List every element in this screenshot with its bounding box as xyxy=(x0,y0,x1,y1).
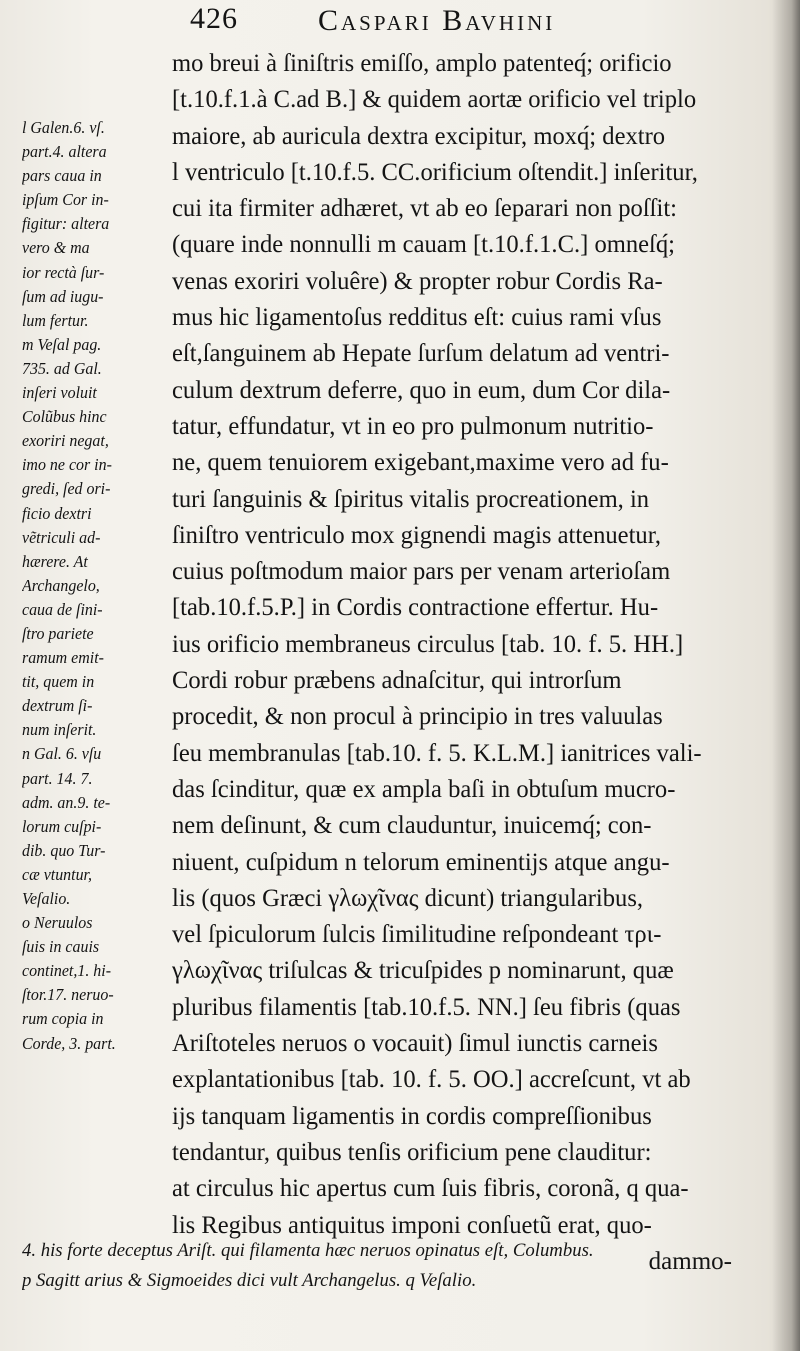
margin-note-line: part.4. altera xyxy=(22,142,107,162)
body-text-line: culum dextrum deferre, quo in eum, dum Cor dila- xyxy=(172,376,671,404)
margin-note-line: pars caua in xyxy=(22,166,102,186)
margin-note-line: dextrum ſi- xyxy=(22,696,93,716)
body-text-line: at circulus hic apertus cum ſuis fibris, coronã, q qua- xyxy=(172,1175,689,1203)
footnote-line: 4. his forte deceptus Ariſt. qui filamenta hæc neruos opinatus eſt, Columbus. xyxy=(22,1240,594,1261)
body-text-line: mo breui à ſiniſtris emiſſo, amplo patenteq́; orificio xyxy=(172,50,672,77)
margin-note-line: gredi, ſed ori- xyxy=(22,479,111,499)
margin-note-line: Colũbus hinc xyxy=(22,407,107,427)
margin-note-line: vẽtriculi ad- xyxy=(22,527,101,547)
body-text-line: dammo- xyxy=(648,1247,732,1275)
page-edge-shadow xyxy=(772,0,800,1351)
body-text-line: γλωχῖνας triſulcas & tricuſpides p nominarunt, quæ xyxy=(172,957,674,985)
body-text-line: maiore, ab auricula dextra excipitur, moxq́; dextro xyxy=(172,122,666,150)
body-text-line: ſiniſtro ventriculo mox gignendi magis attenuetur, xyxy=(172,521,662,549)
margin-note-line: rum copia in xyxy=(22,1009,104,1029)
footnotes xyxy=(22,1236,762,1296)
margin-note-line: Archangelo, xyxy=(22,575,100,595)
body-text-line: tendantur, quibus tenſis orificium pene clauditur: xyxy=(172,1138,652,1166)
body-text-line: (quare inde nonnulli m cauam [t.10.f.1.C.] omneſq́; xyxy=(172,231,675,259)
margin-note-line: Corde, 3. part. xyxy=(22,1033,116,1053)
running-title: Caspari Bavhini xyxy=(318,4,556,37)
footnote-line: p Sagitt arius & Sigmoeides dici vult Archangelus. q Veſalio. xyxy=(22,1270,477,1291)
margin-note-line: o Neruulos xyxy=(22,913,93,933)
margin-note-line: part. 14. 7. xyxy=(22,768,93,788)
body-text-line: turi ſanguinis & ſpiritus vitalis procreationem, in xyxy=(172,485,650,513)
main-text xyxy=(172,46,772,1280)
body-text-line: venas exoriri voluêre) & propter robur Cordis Ra- xyxy=(172,267,663,295)
body-text-line: tatur, effundatur, vt in eo pro pulmonum nutritio- xyxy=(172,412,654,440)
margin-notes xyxy=(22,116,182,1056)
body-text-line: ne, quem tenuiorem exigebant,maxime vero ad fu- xyxy=(172,449,669,477)
body-text-line: [t.10.f.1.à C.ad B.] & quidem aortæ orificio vel triplo xyxy=(172,86,697,114)
body-text-line: [tab.10.f.5.P.] in Cordis contractione effertur. Hu- xyxy=(172,594,659,622)
margin-note-line: ſtro pariete xyxy=(22,623,94,643)
margin-note-line: ſuis in cauis xyxy=(22,937,100,957)
body-text-line: ijs tanquam ligamentis in cordis compreſſionibus xyxy=(172,1102,652,1130)
body-text-line: mus hic ligamentoſus redditus eſt: cuius rami vſus xyxy=(172,304,662,332)
margin-note-line: ior rectà ſur- xyxy=(22,262,105,282)
margin-note-line: cæ vtuntur, xyxy=(22,864,92,884)
margin-note-line: inſeri voluit xyxy=(22,383,97,403)
body-text-line: lis (quos Græci γλωχῖνας dicunt) triangularibus, xyxy=(172,884,644,912)
body-text-line: ius orificio membraneus circulus [tab. 10. f. 5. HH.] xyxy=(172,630,684,658)
margin-note-line: num inſerit. xyxy=(22,720,97,740)
margin-note-line: 735. ad Gal. xyxy=(22,358,102,378)
margin-note-line: continet,1. hi- xyxy=(22,961,112,981)
body-text-line: das ſcinditur, quæ ex ampla baſi in obtuſum mucro- xyxy=(172,775,676,803)
margin-note-line: exoriri negat, xyxy=(22,431,109,451)
margin-note-line: ipſum Cor in- xyxy=(22,190,109,210)
margin-note-line: dib. quo Tur- xyxy=(22,840,106,860)
margin-note-line: figitur: altera xyxy=(22,214,110,234)
margin-note-line: lum fertur. xyxy=(22,310,89,330)
margin-note-line: ſum ad iugu- xyxy=(22,286,104,306)
body-text-line: procedit, & non procul à principio in tres valuulas xyxy=(172,703,663,731)
margin-note-line: caua de ſini- xyxy=(22,599,103,619)
body-text-line: niuent, cuſpidum n telorum eminentijs atque angu- xyxy=(172,848,670,876)
margin-note-line: ramum emit- xyxy=(22,648,104,668)
page-header xyxy=(190,2,770,48)
margin-note-line: adm. an.9. te- xyxy=(22,792,111,812)
body-text-line: cuius poſtmodum maior pars per venam arterioſam xyxy=(172,558,671,586)
body-text-line: ſeu membranulas [tab.10. f. 5. K.L.M.] ianitrices vali- xyxy=(172,739,702,767)
margin-note-line: lorum cuſpi- xyxy=(22,816,102,836)
body-text-line: pluribus filamentis [tab.10.f.5. NN.] ſeu fibris (quas xyxy=(172,993,681,1021)
margin-note-line: Veſalio. xyxy=(22,889,71,908)
margin-note-line: l Galen.6. vſ. xyxy=(22,118,105,137)
body-text-line: explantationibus [tab. 10. f. 5. OO.] accreſcunt, vt ab xyxy=(172,1066,691,1094)
margin-note-line: ſtor.17. neruo- xyxy=(22,985,114,1005)
body-text-line: Ariſtoteles neruos o vocauit) ſimul iunctis carneis xyxy=(172,1030,658,1058)
margin-note-line: imo ne cor in- xyxy=(22,455,112,475)
margin-note-line: m Veſal pag. xyxy=(22,334,102,354)
page-number: 426 xyxy=(190,2,238,35)
margin-note-line: n Gal. 6. vſu xyxy=(22,744,102,764)
margin-note-line: ficio dextri xyxy=(22,503,92,523)
body-text-line: Cordi robur præbens adnaſcitur, qui introrſum xyxy=(172,667,622,695)
body-text-line: cui ita firmiter adhæret, vt ab eo ſeparari non poſſit: xyxy=(172,195,678,223)
body-text-line: l ventriculo [t.10.f.5. CC.orificium oſtendit.] inſeritur, xyxy=(172,158,698,186)
body-text-line: vel ſpiculorum ſulcis ſimilitudine reſpondeant τρι- xyxy=(172,921,662,949)
body-text-line: nem deſinunt, & cum clauduntur, inuicemq́; con- xyxy=(172,812,652,840)
margin-note-line: hærere. At xyxy=(22,551,88,571)
margin-note-line: tit, quem in xyxy=(22,672,95,692)
body-text-line: lis Regibus antiquitus imponi conſuetũ erat, quo- xyxy=(172,1211,652,1239)
body-text-line: eſt,ſanguinem ab Hepate ſurſum delatum ad ventri- xyxy=(172,340,670,368)
margin-note-line: vero & ma xyxy=(22,238,90,258)
